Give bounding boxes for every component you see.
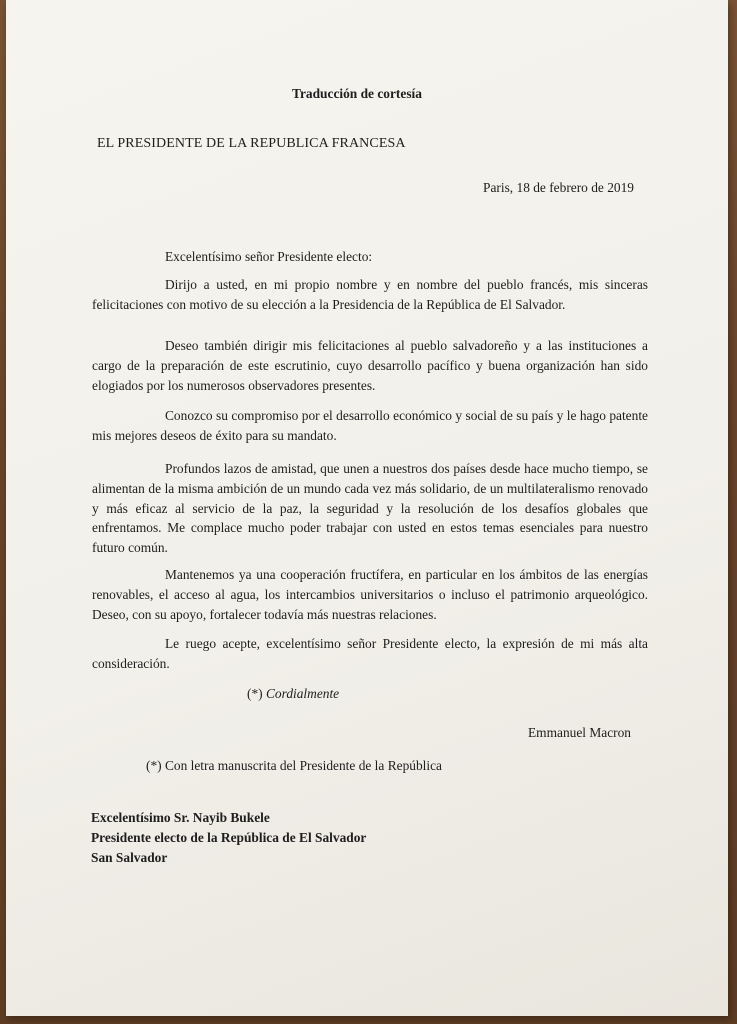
body-paragraph: Le ruego acepte, excelentísimo señor Presidente electo, la expresión de mi más alta consideración. <box>92 636 648 671</box>
dateline: Paris, 18 de febrero de 2019 <box>483 180 634 195</box>
salutation: Excelentísimo señor Presidente electo: <box>165 249 373 264</box>
signature-name: Emmanuel Macron <box>528 725 631 740</box>
body-paragraph: Dirijo a usted, en mi propio nombre y en nombre del pueblo francés, mis sinceras felicitaciones con motivo de su elección a la Presidencia de la República de El Salvador. <box>92 277 648 312</box>
closing-line <box>247 686 339 702</box>
body-paragraph: Mantenemos ya una cooperación fructífera, en particular en los ámbitos de las energías renovables, el acceso al agua, los intercambios universitarios o incluso el patrimonio arqueológico. Deseo, con su apoyo, fortalecer todavía más nuestras relaciones. <box>92 567 648 622</box>
closing-word: Cordialmente <box>265 686 340 701</box>
letter-page <box>6 0 728 1016</box>
addressee-city: San Salvador <box>91 850 168 865</box>
closing-marker: (*) <box>247 686 263 701</box>
body-paragraph: Conozco su compromiso por el desarrollo económico y social de su país y le hago patente mis mejores deseos de éxito para su mandato. <box>92 408 648 443</box>
sender-line: EL PRESIDENTE DE LA REPUBLICA FRANCESA <box>97 136 406 151</box>
body-paragraph: Profundos lazos de amistad, que unen a nuestros dos países desde hace mucho tiempo, se alimentan de la misma ambición de un mundo cada vez más solidario, de un multilateralismo renovado y más eficaz al servicio de la paz, la seguridad y la resolución de los desafíos globales que enfrentamos. Me complace mucho poder trabajar con usted en estos temas esenciales para nuestro futuro común. <box>92 461 648 556</box>
footnote: (*) Con letra manuscrita del Presidente de la República <box>146 758 442 773</box>
addressee-block <box>91 808 366 868</box>
document-heading: Traducción de cortesía <box>292 86 422 101</box>
addressee-name: Excelentísimo Sr. Nayib Bukele <box>91 810 270 825</box>
body-paragraph: Deseo también dirigir mis felicitaciones al pueblo salvadoreño y a las instituciones a cargo de la preparación de este escrutinio, cuyo desarrollo pacífico y buena organización han sido elogiados por los numerosos observadores presentes. <box>92 338 648 393</box>
addressee-title: Presidente electo de la República de El Salvador <box>91 830 367 845</box>
